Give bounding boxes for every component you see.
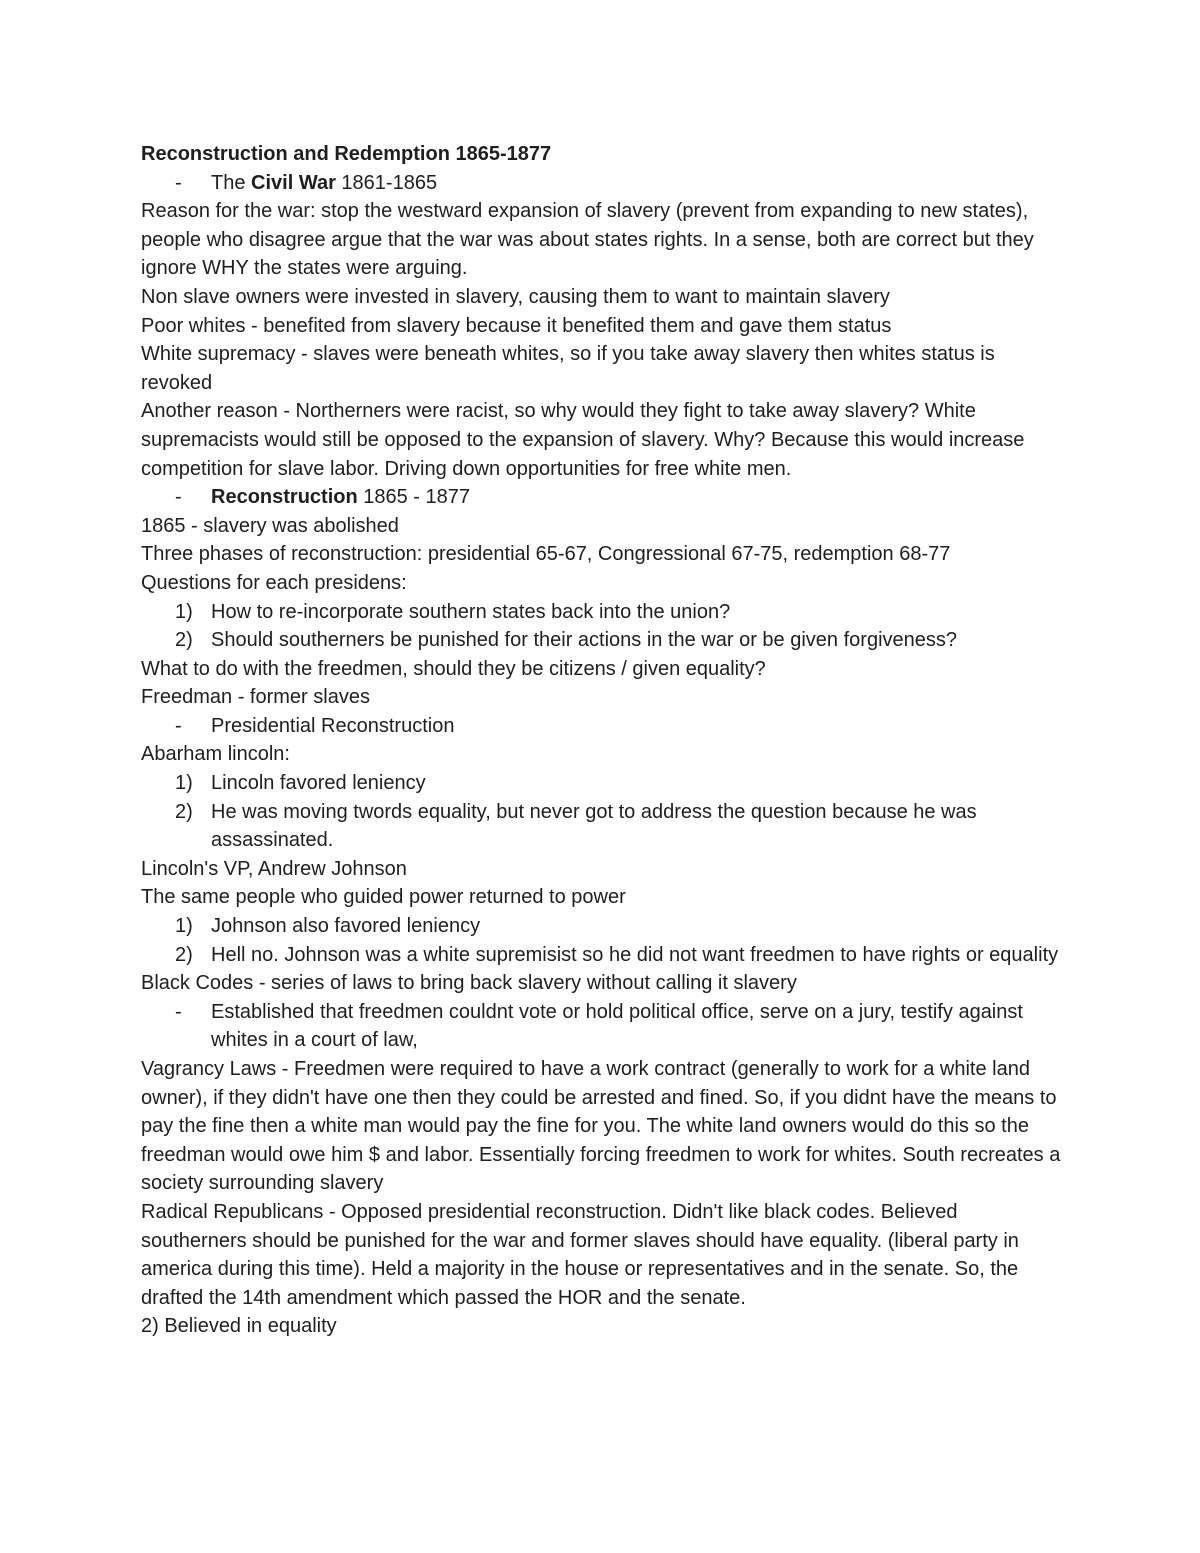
paragraph-reason: Reason for the war: stop the westward expansion of slavery (prevent from expanding to new states), people who disagree argue that the war was about states rights. In a sense, both are correct but they ignore WHY the states were arguing. bbox=[141, 200, 1034, 280]
black-codes-detail-text: Established that freedmen couldnt vote or hold political office, serve on a jury, testify against whites in a court of law, bbox=[211, 1000, 1023, 1052]
paragraph-white-supremacy: White supremacy - slaves were beneath whites, so if you take away slavery then whites status is revoked bbox=[141, 343, 995, 394]
civil-war-prefix: The bbox=[211, 171, 252, 194]
reconstruction-heading: Reconstruction bbox=[211, 486, 358, 509]
list-item-text: Should southerners be punished for their actions in the war or be given forgiveness? bbox=[211, 629, 958, 652]
list-number: 2) bbox=[175, 800, 193, 823]
paragraph-freedman-definition: Freedman - former slaves bbox=[141, 686, 370, 709]
list-item bbox=[141, 941, 1061, 970]
list-number: 2) bbox=[175, 629, 193, 652]
list-item bbox=[141, 598, 1061, 627]
list-number: 1) bbox=[175, 600, 193, 623]
reconstruction-dates: 1865 - 1877 bbox=[357, 486, 471, 509]
list-item bbox=[141, 626, 1061, 655]
paragraph-vagrancy-laws: Vagrancy Laws - Freedmen were required to have a work contract (generally to work for a white land owner), if they didn't have one then they could be arrested and fined. So, if you didnt have the means to pay the fine then a white man would pay the fine for you. The white land owners would do this so the freedman would owe him $ and labor. Essentially forcing freedmen to work for whites. South recreates a society surrounding slavery bbox=[141, 1058, 1061, 1195]
paragraph-freedmen-question: What to do with the freedmen, should they be citizens / given equality? bbox=[141, 657, 766, 680]
bullet-presidential-reconstruction bbox=[141, 712, 1061, 741]
dash-marker: - bbox=[175, 1000, 182, 1023]
paragraph-same-people: The same people who guided power returned to power bbox=[141, 886, 626, 909]
list-item-text: Lincoln favored leniency bbox=[211, 772, 426, 795]
paragraph-three-phases: Three phases of reconstruction: presidential 65-67, Congressional 67-75, redemption 68-77 bbox=[141, 543, 951, 566]
paragraph-1865: 1865 - slavery was abolished bbox=[141, 514, 399, 537]
document-title: Reconstruction and Redemption 1865-1877 bbox=[141, 143, 552, 165]
civil-war-heading: Civil War bbox=[251, 171, 336, 194]
list-item-text: He was moving twords equality, but never got to address the question because he was assassinated. bbox=[211, 800, 977, 852]
dash-marker: - bbox=[175, 171, 182, 194]
list-number: 1) bbox=[175, 915, 193, 938]
bullet-black-codes-detail bbox=[141, 998, 1061, 1055]
paragraph-lincoln: Abarham lincoln: bbox=[141, 743, 290, 766]
paragraph-poor-whites: Poor whites - benefited from slavery because it benefited them and gave them status bbox=[141, 314, 892, 337]
list-item-text: Hell no. Johnson was a white supremisist so he did not want freedmen to have rights or equality bbox=[211, 943, 1059, 966]
paragraph-believed-equality: 2) Believed in equality bbox=[141, 1315, 337, 1338]
paragraph-radical-republicans: Radical Republicans - Opposed presidential reconstruction. Didn't like black codes. Believed southerners should be punished for the war and former slaves should have equality. (liberal party in america during this time). Held a majority in the house or representatives and in the senate. So, the drafted the 14th amendment which passed the HOR and the senate. bbox=[141, 1200, 1019, 1309]
dash-marker: - bbox=[175, 714, 182, 737]
list-number: 1) bbox=[175, 772, 193, 795]
paragraph-another-reason: Another reason - Northerners were racist, so why would they fight to take away slavery? White supremacists would still be opposed to the expansion of slavery. Why? Because this would increase competition for slave labor. Driving down opportunities for free white men. bbox=[141, 400, 1025, 480]
paragraph-questions: Questions for each presidens: bbox=[141, 571, 407, 594]
list-item bbox=[141, 798, 1061, 855]
paragraph-black-codes: Black Codes - series of laws to bring back slavery without calling it slavery bbox=[141, 972, 797, 995]
list-item bbox=[141, 912, 1061, 941]
bullet-reconstruction bbox=[141, 483, 1061, 512]
list-item-text: Johnson also favored leniency bbox=[211, 915, 481, 938]
list-item-text: How to re-incorporate southern states back into the union? bbox=[211, 600, 731, 623]
list-number: 2) bbox=[175, 943, 193, 966]
civil-war-dates: 1861-1865 bbox=[335, 171, 438, 194]
bullet-civil-war bbox=[141, 169, 1061, 198]
paragraph-non-slave-owners: Non slave owners were invested in slavery, causing them to want to maintain slavery bbox=[141, 285, 890, 308]
presidential-heading: Presidential Reconstruction bbox=[211, 714, 455, 737]
paragraph-vp: Lincoln's VP, Andrew Johnson bbox=[141, 857, 407, 880]
dash-marker: - bbox=[175, 486, 182, 509]
document-body bbox=[141, 140, 1061, 1341]
list-item bbox=[141, 769, 1061, 798]
